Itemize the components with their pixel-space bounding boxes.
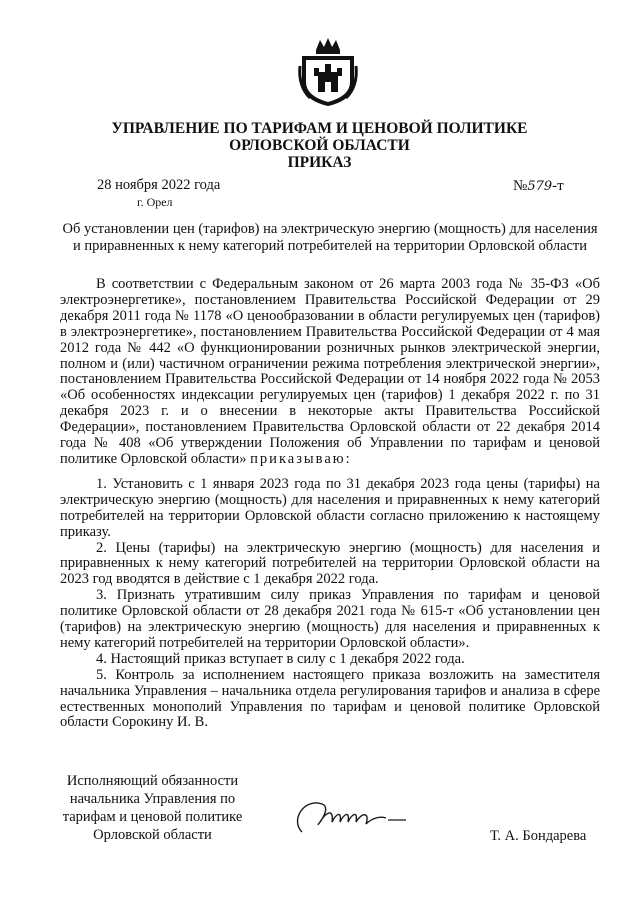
order-item-2: 2. Цены (тарифы) на электрическую энергию (мощность) для населения и приравненных к нему категорий потребителей на территории Орловской области на 2023 год вводятся в действие с 1 декабря 2022 года. — [60, 539, 600, 588]
position-line: Орловской области — [93, 827, 212, 843]
order-date: 28 ноября 2022 года — [97, 177, 221, 193]
order-item-4: 4. Настоящий приказ вступает в силу с 1 декабря 2022 года. — [96, 650, 465, 667]
order-word: приказываю: — [250, 450, 352, 467]
order-city: г. Орел — [137, 195, 173, 209]
position-line: Исполняющий обязанности — [66, 773, 239, 789]
order-item-5: 5. Контроль за исполнением настоящего приказа возложить на заместителя начальника Управления – начальника отдела регулирования тарифов и анализа в сфере естественных монополий Управления по тарифам и ценовой политике Орловской области Сорокину И. В. — [60, 666, 600, 731]
region-title: ОРЛОВСКОЙ ОБЛАСТИ — [229, 137, 410, 154]
number-suffix: -т — [552, 178, 564, 194]
number-prefix: № — [513, 178, 528, 194]
signatory-name: Т. А. Бондарева — [490, 828, 587, 844]
order-number — [513, 178, 564, 195]
position-line: тарифам и ценовой политике — [62, 809, 243, 825]
handwritten-signature — [282, 792, 412, 842]
position-line: начальника Управления по — [69, 791, 236, 807]
signatory-position — [50, 772, 255, 844]
coat-of-arms-icon — [296, 36, 360, 108]
authority-title: УПРАВЛЕНИЕ ПО ТАРИФАМ И ЦЕНОВОЙ ПОЛИТИКЕ — [111, 120, 528, 137]
document-type: ПРИКАЗ — [287, 154, 352, 171]
order-body — [60, 277, 600, 731]
number-handwritten: 579 — [527, 179, 553, 194]
preamble-paragraph — [60, 277, 600, 468]
order-item-1: 1. Установить с 1 января 2023 года по 31 декабря 2023 года цены (тарифы) на электрическую энергию (мощность) для населения и приравненных к нему категорий потребителей на территории Орловской области согласно приложению к настоящему приказу. — [60, 475, 600, 540]
order-subject: Об установлении цен (тарифов) на электрическую энергию (мощность) для населения и приравненных к нему категорий потребителей на территории Орловской области — [62, 221, 598, 254]
order-item-3: 3. Признать утратившим силу приказ Управления по тарифам и ценовой политике Орловской области от 28 декабря 2021 года № 615-т «Об установлении цен (тарифов) на электрическую энергию (мощность) для населения и приравненных к нему категорий потребителей на территории Орловской области». — [60, 587, 600, 651]
preamble-text: В соответствии с Федеральным законом от 26 марта 2003 года № 35-ФЗ «Об электроэнергетике», постановлением Правительства Российской Федерации от 29 декабря 2011 года № 1178 «О ценообразовании в области регулируемых цен (тарифов) в электроэнергетике», постановлением Правительства Российской Федерации от 4 мая 2012 года № 442 «О функционировании розничных рынков электрической энергии, полном и (или) частичном ограничении режима потребления электрической энергии», постановлением Правительства Российской Федерации от 14 ноября 2022 года № 2053 «Об особенностях индексации регулируемых цен (тарифов) 1 декабря 2022 г. по 31 декабря 2023 г. и о внесении в некоторые акты Правительства Российской Федерации», постановлением Правительства Орловской области от 22 декабря 2014 года № 408 «Об утверждении Положения об Управлении по тарифам и ценовой политике Орловской области» — [60, 276, 600, 467]
